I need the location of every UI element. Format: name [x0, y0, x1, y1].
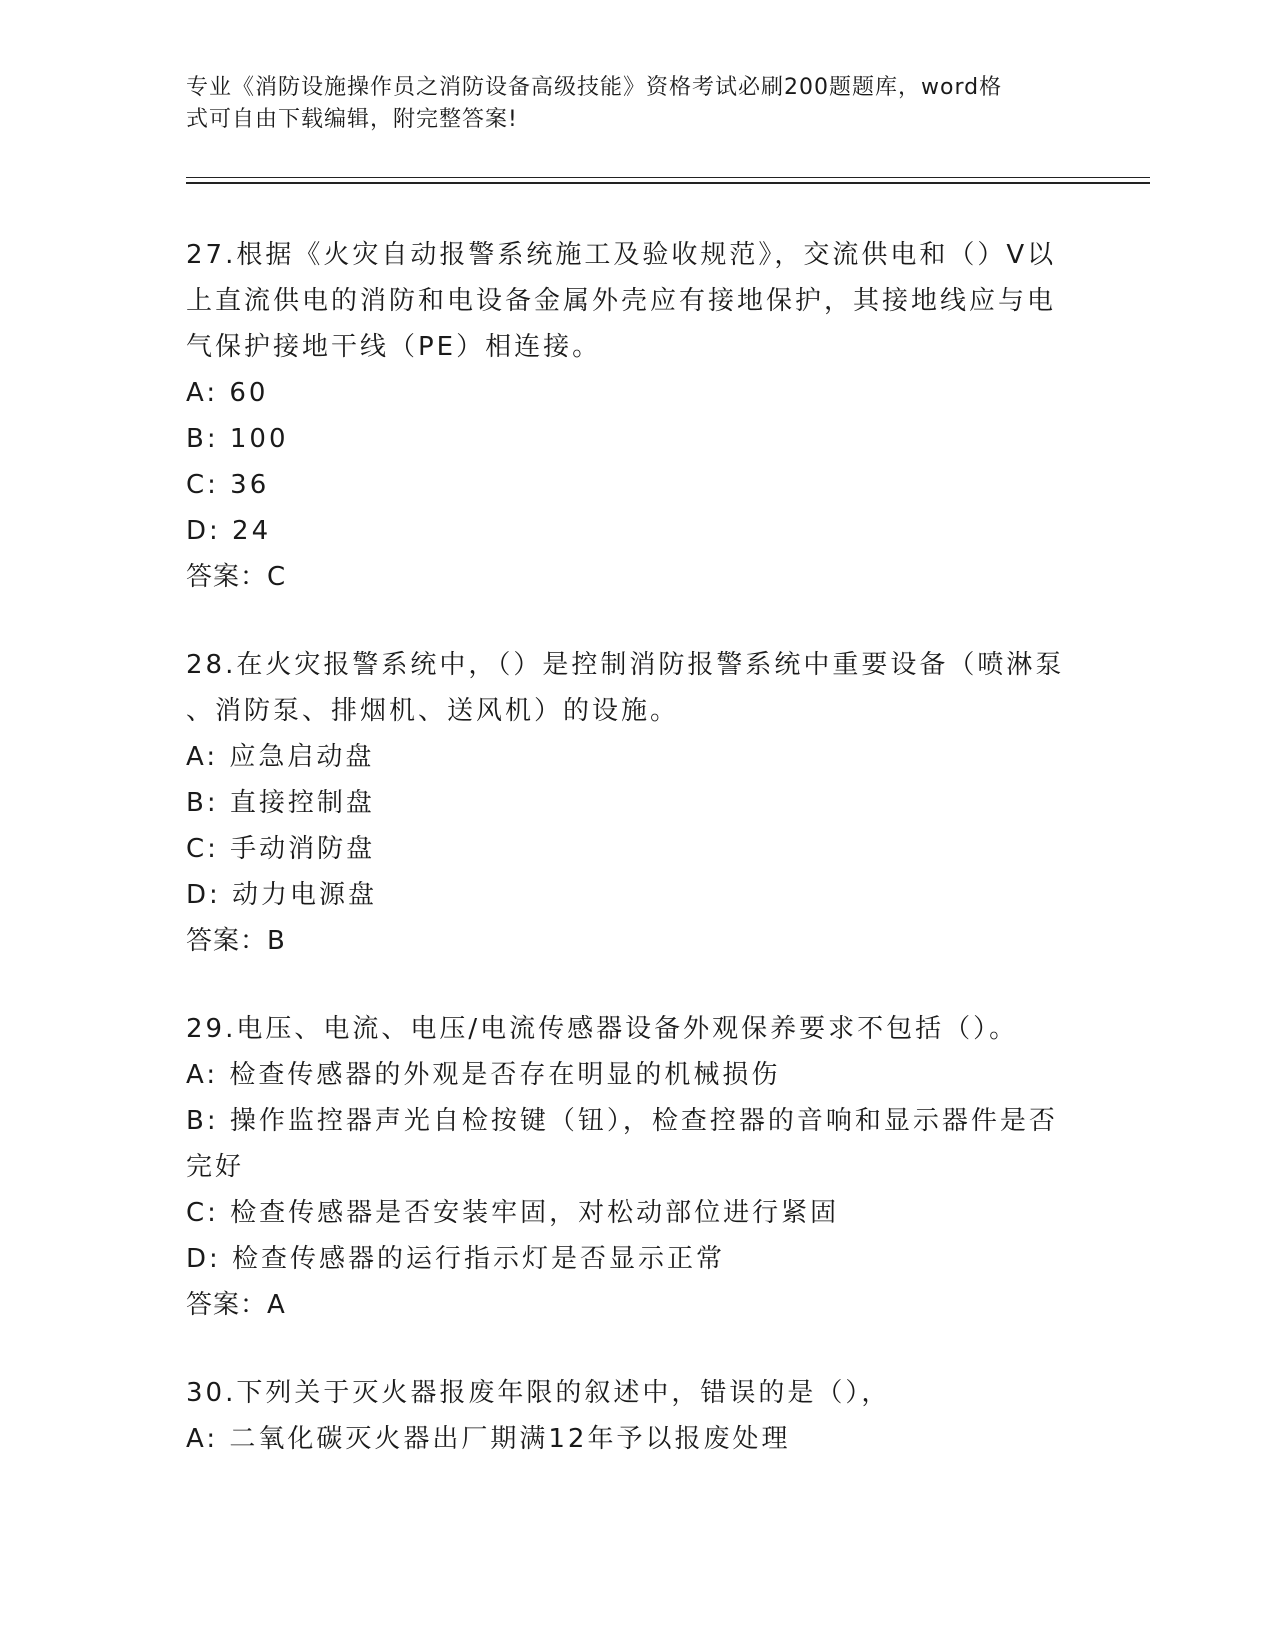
answer: 答案：B [186, 926, 286, 956]
answer: 答案：A [186, 1290, 286, 1320]
option-c: C: 手动消防盘 [186, 834, 376, 864]
question-line: 上直流供电的消防和电设备金属外壳应有接地保护，其接地线应与电 [186, 286, 1057, 316]
option-b-continued: 完好 [186, 1152, 245, 1182]
header-divider-thick [186, 182, 1150, 184]
option-d: D: 检查传感器的运行指示灯是否显示正常 [186, 1244, 726, 1274]
question-line: 28.在火灾报警系统中，（）是控制消防报警系统中重要设备（喷淋泵 [186, 650, 1065, 680]
question-text [186, 642, 1086, 734]
option-b: B: 直接控制盘 [186, 788, 375, 818]
question-text [186, 1370, 1086, 1416]
answer: 答案：C [186, 562, 287, 592]
question-line: 27.根据《火灾自动报警系统施工及验收规范》，交流供电和（）V以 [186, 240, 1057, 270]
option-d: D: 24 [186, 516, 272, 546]
question-line: 、消防泵、排烟机、送风机）的设施。 [186, 696, 680, 726]
header-line-2: 式可自由下载编辑，附完整答案! [186, 107, 518, 132]
option-c: C: 36 [186, 470, 270, 500]
option-a: A: 二氧化碳灭火器出厂期满12年予以报废处理 [186, 1424, 791, 1454]
option-a: A: 检查传感器的外观是否存在明显的机械损伤 [186, 1060, 781, 1090]
option-b: B: 操作监控器声光自检按键（钮），检查控器的音响和显示器件是否 [186, 1106, 1058, 1136]
option-c: C: 检查传感器是否安装牢固，对松动部位进行紧固 [186, 1198, 840, 1228]
header-line-1: 专业《消防设施操作员之消防设备高级技能》资格考试必刷200题题库，word格 [186, 75, 1003, 100]
question-29 [186, 1006, 1086, 1328]
option-a: A: 60 [186, 378, 269, 408]
question-text [186, 232, 1086, 370]
question-30 [186, 1370, 1086, 1462]
question-list [186, 232, 1086, 1504]
question-28 [186, 642, 1086, 964]
question-line: 30.下列关于灭火器报废年限的叙述中，错误的是（）， [186, 1378, 891, 1408]
header-divider-thin [186, 177, 1150, 178]
question-line: 29.电压、电流、电压/电流传感器设备外观保养要求不包括（）。 [186, 1014, 1019, 1044]
document-header [186, 72, 1086, 136]
question-27 [186, 232, 1086, 600]
question-line: 气保护接地干线（PE）相连接。 [186, 332, 602, 362]
option-b: B: 100 [186, 424, 289, 454]
option-d: D: 动力电源盘 [186, 880, 378, 910]
question-text [186, 1006, 1086, 1052]
option-a: A: 应急启动盘 [186, 742, 375, 772]
